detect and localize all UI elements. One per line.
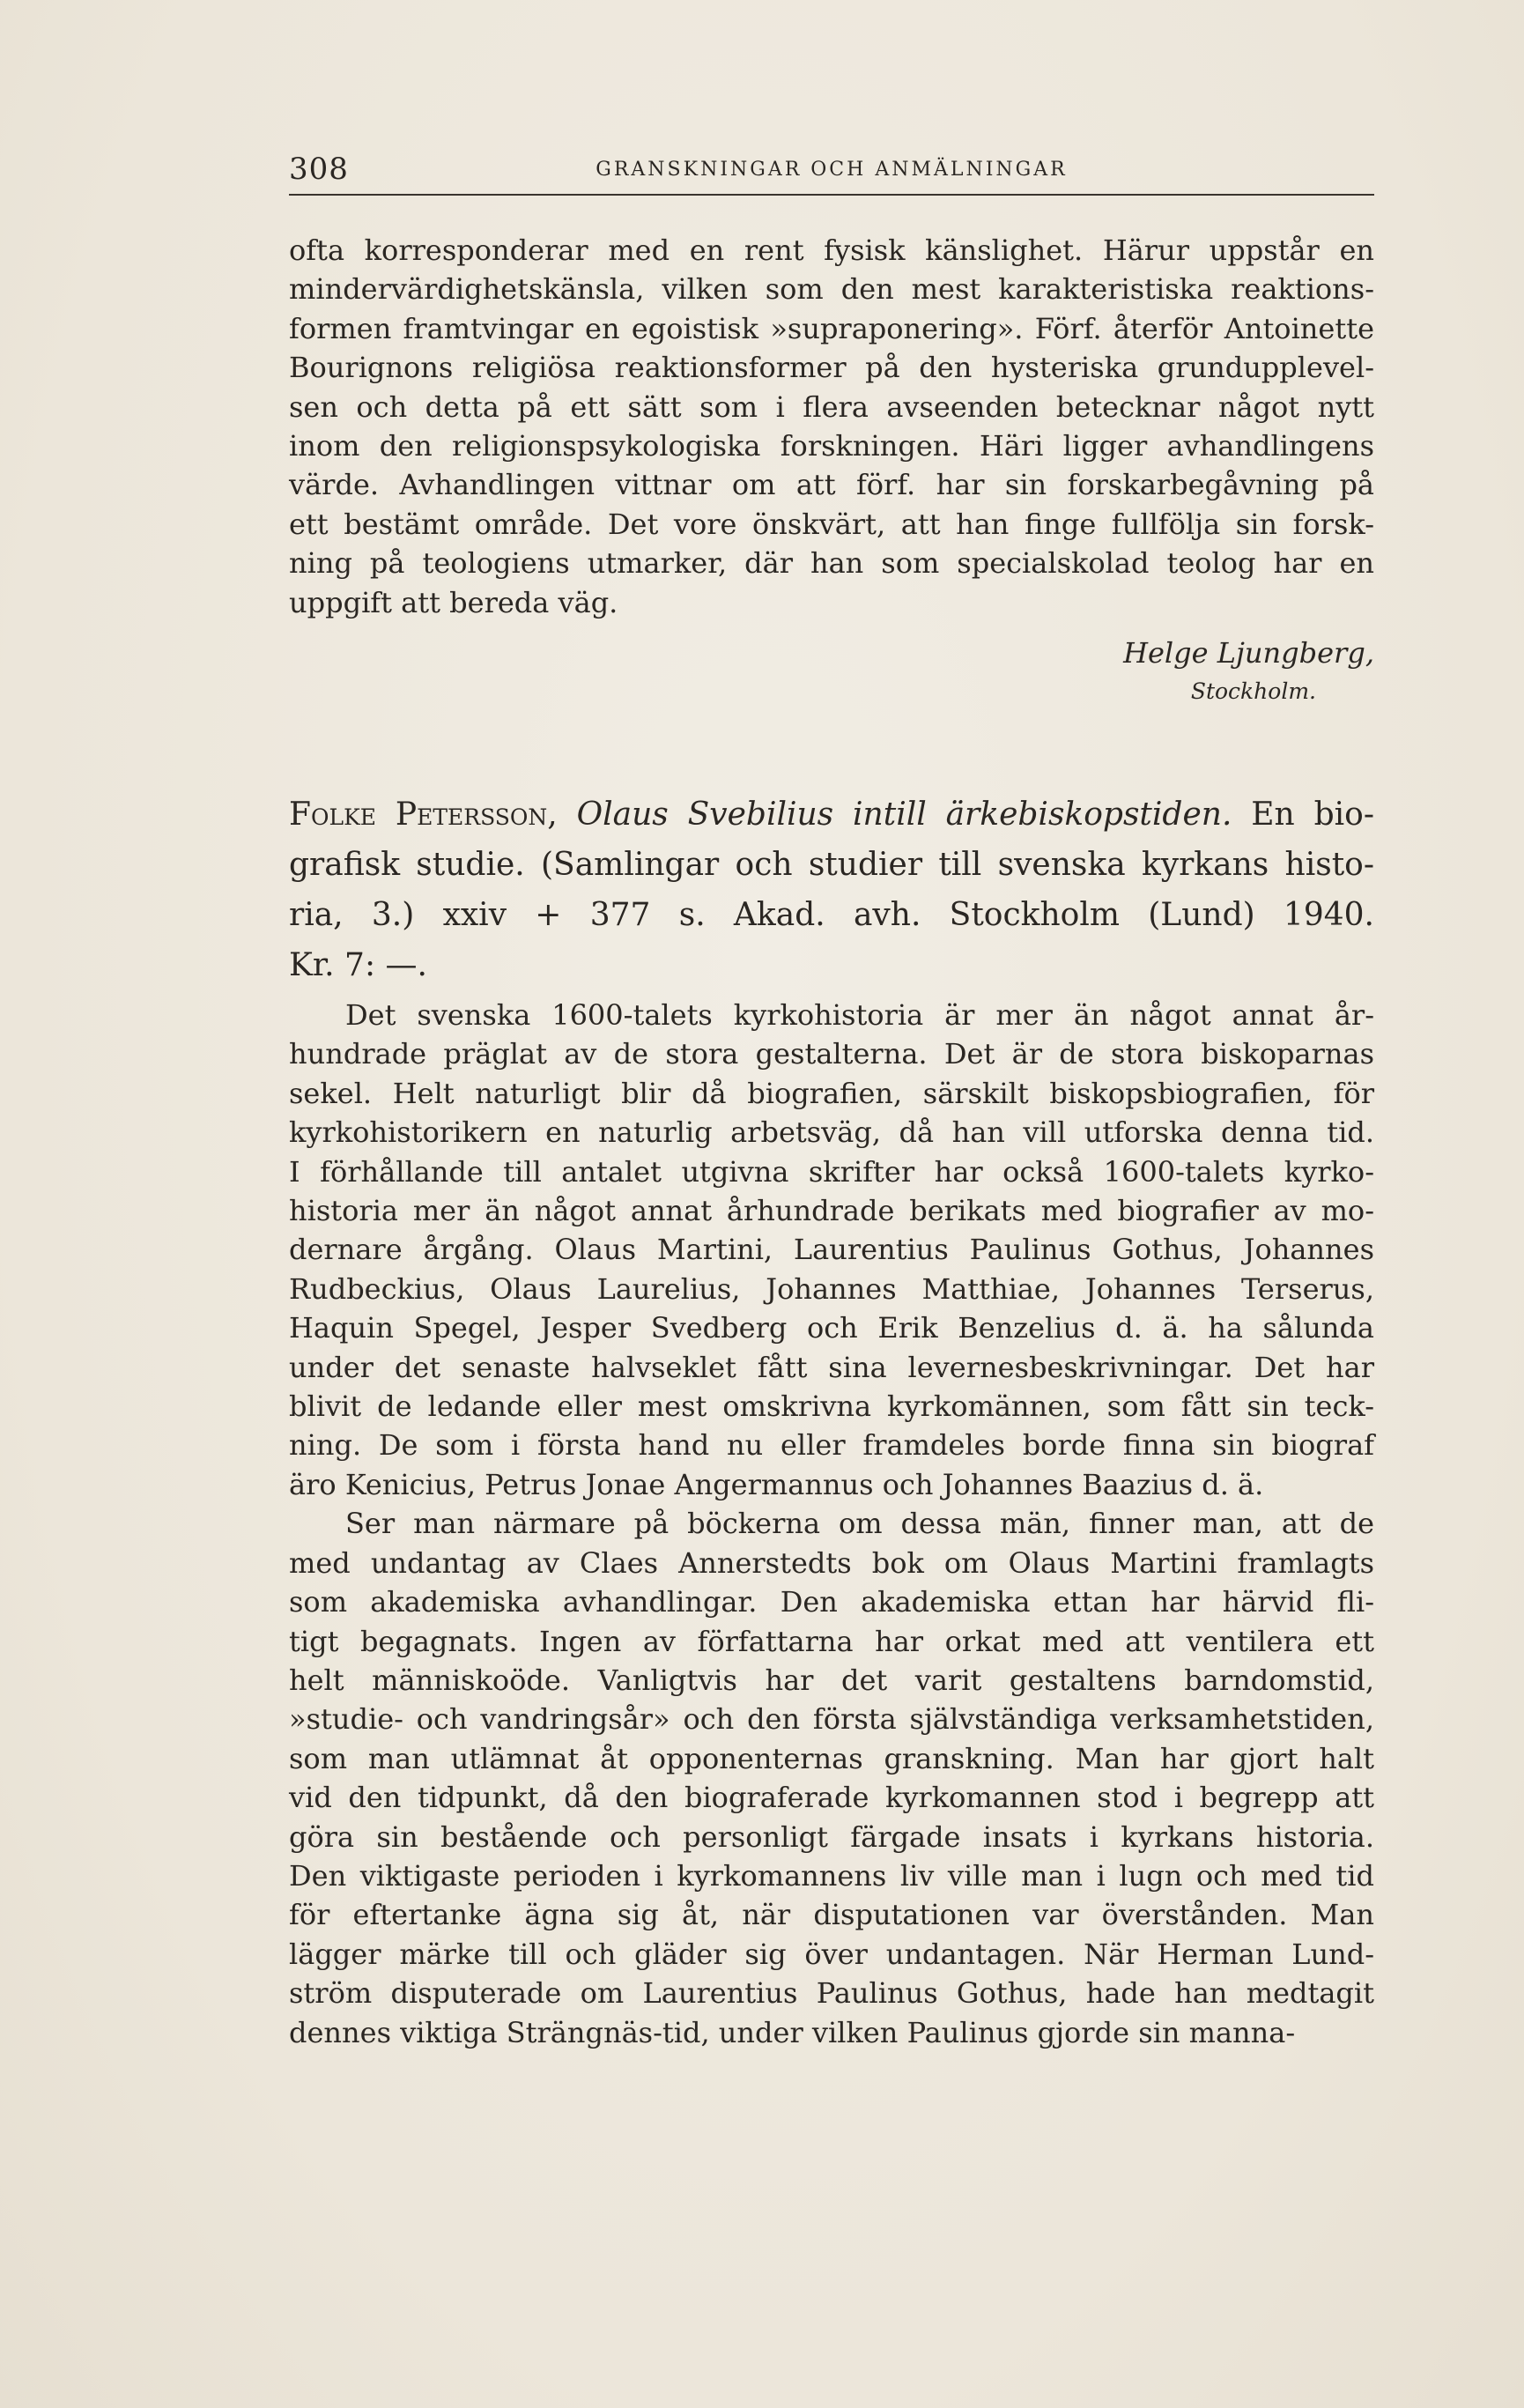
text-line: sen och detta på ett sätt som i flera avseenden betecknar något nytt: [289, 389, 1374, 424]
text-line: sekel. Helt naturligt blir då biografien, särskilt biskopsbiografien, för: [289, 1076, 1374, 1110]
text-line: mindervärdighetskänsla, vilken som den mest karakteristiska reaktions-: [289, 272, 1374, 307]
paragraph: [289, 231, 1374, 622]
text-line: hundrade präglat av de stora gestalterna. Det är de stora biskoparnas: [289, 1037, 1374, 1071]
text-line: göra sin bestående och personligt färgade insats i kyrkans historia.: [289, 1819, 1374, 1854]
review-heading-line: Kr. 7: —.: [289, 947, 427, 983]
text-line: med undantag av Claes Annerstedts bok om Olaus Martini framlagts: [289, 1545, 1374, 1580]
running-head: GRANSKNINGAR OCH ANMÄLNINGAR: [596, 159, 1068, 181]
text-line: I förhållande till antalet utgivna skrifter har också 1600-talets kyrko-: [289, 1154, 1374, 1189]
text-line: kyrkohistorikern en naturlig arbetsväg, då han vill utforska denna tid.: [289, 1115, 1374, 1150]
paragraph: [289, 1504, 1374, 2052]
text-line: ofta korresponderar med en rent fysisk känslighet. Härur uppstår en: [289, 233, 1374, 267]
text-line: värde. Avhandlingen vittnar om att förf. har sin forskarbegåvning på: [289, 468, 1374, 502]
review-heading-text: En bio-: [1251, 796, 1374, 833]
review-heading: [289, 789, 1374, 990]
text-line: inom den religionspsykologiska forskningen. Häri ligger avhandlingens: [289, 429, 1374, 463]
text-line: Det svenska 1600-talets kyrkohistoria är mer än något annat år-: [345, 998, 1374, 1032]
paragraph: [289, 996, 1374, 1504]
text-line: formen framtvingar en egoistisk »supraponering». Förf. återför Antoinette: [289, 311, 1374, 345]
text-line: uppgift att bereda väg.: [289, 585, 618, 619]
text-line: ning. De som i första hand nu eller framdeles borde finna sin biograf: [289, 1428, 1374, 1463]
text-line: Rudbeckius, Olaus Laurelius, Johannes Matthiae, Johannes Terserus,: [289, 1271, 1374, 1306]
text-line: helt människoöde. Vanligtvis har det varit gestaltens barndomstid,: [289, 1663, 1374, 1697]
text-line: för eftertanke ägna sig åt, när disputationen var överstånden. Man: [289, 1898, 1374, 1932]
text-line: Haquin Spegel, Jesper Svedberg och Erik Benzelius d. ä. ha sålunda: [289, 1311, 1374, 1345]
page-number: 308: [289, 152, 349, 187]
text-line: lägger märke till och gläder sig över undantagen. När Herman Lund-: [289, 1937, 1374, 1971]
text-line: historia mer än något annat århundrade berikats med biografier av mo-: [289, 1194, 1374, 1228]
text-line: som man utlämnat åt opponenternas granskning. Man har gjort halt: [289, 1741, 1374, 1775]
text-line: dennes viktiga Strängnäs-tid, under vilken Paulinus gjorde sin manna-: [289, 2015, 1296, 2049]
text-line: ett bestämt område. Det vore önskvärt, att han finge fullfölja sin forsk-: [289, 507, 1374, 541]
text-line: äro Kenicius, Petrus Jonae Angermannus och Johannes Baazius d. ä.: [289, 1467, 1264, 1501]
text-line: »studie- och vandringsår» och den första självständiga verksamhetstiden,: [289, 1702, 1374, 1737]
text-line: dernare årgång. Olaus Martini, Laurentius Paulinus Gothus, Johannes: [289, 1233, 1374, 1267]
signature-name: Helge Ljungberg,: [1123, 636, 1374, 670]
page-header: [289, 152, 1374, 196]
text-line: vid den tidpunkt, då den biograferade kyrkomannen stod i begrepp att: [289, 1781, 1374, 1815]
text-line: blivit de ledande eller mest omskrivna kyrkomännen, som fått sin teck-: [289, 1389, 1374, 1424]
review-heading-line: grafisk studie. (Samlingar och studier till svenska kyrkans histo-: [289, 847, 1374, 883]
review-heading-line: ria, 3.) xxiv + 377 s. Akad. avh. Stockholm (Lund) 1940.: [289, 897, 1374, 933]
text-line: som akademiska avhandlingar. Den akademiska ettan har härvid fli-: [289, 1585, 1374, 1619]
first-paragraph: [289, 231, 1374, 622]
text-line: under det senaste halvseklet fått sina levernesbeskrivningar. Det har: [289, 1350, 1374, 1384]
text-line: Den viktigaste perioden i kyrkomannens liv ville man i lugn och med tid: [289, 1858, 1374, 1893]
text-line: ning på teologiens utmarker, där han som specialskolad teolog har en: [289, 546, 1374, 581]
review-body: [289, 996, 1374, 2052]
signature-place: Stockholm.: [1190, 678, 1316, 704]
text-line: tigt begagnats. Ingen av författarna har orkat med att ventilera ett: [289, 1624, 1374, 1658]
text-line: Ser man närmare på böckerna om dessa män, finner man, att de: [345, 1507, 1374, 1541]
review-author: Folke Petersson,: [289, 796, 558, 833]
text-line: ström disputerade om Laurentius Paulinus Gothus, hade han medtagit: [289, 1976, 1374, 2011]
review-heading-line: [289, 789, 1374, 840]
text-line: Bourignons religiösa reaktionsformer på den hysteriska grundupplevel-: [289, 351, 1374, 385]
review-title: Olaus Svebilius intill ärkebiskopstiden.: [576, 796, 1232, 833]
